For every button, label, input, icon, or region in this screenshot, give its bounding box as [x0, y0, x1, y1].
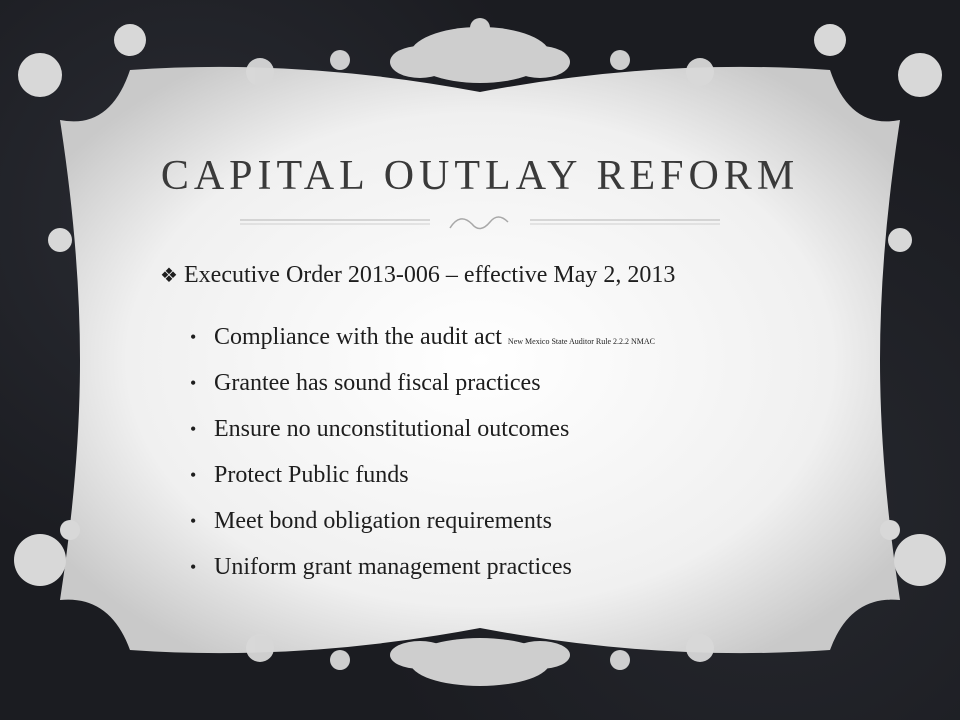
list-item-text: Meet bond obligation requirements: [214, 508, 552, 534]
list-item: [190, 406, 655, 452]
bullet-dot-icon: •: [190, 419, 197, 439]
list-item: [190, 544, 655, 590]
slide-title: CAPITAL OUTLAY REFORM: [160, 153, 800, 199]
title-divider: [240, 208, 720, 238]
list-item: [190, 498, 655, 544]
bullet-dot-icon: •: [190, 327, 197, 347]
bullet-dot-icon: •: [190, 557, 197, 577]
footnote-text: New Mexico State Auditor Rule 2.2.2 NMAC: [507, 337, 656, 346]
bullet-dot-icon: •: [190, 465, 197, 485]
list-item-text: Protect Public funds: [214, 462, 409, 488]
flourish-icon: [450, 217, 508, 229]
main-bullet: [160, 262, 840, 289]
list-item-text: Compliance with the audit act: [214, 324, 502, 350]
bullet-dot-icon: •: [190, 511, 197, 531]
list-item: [190, 452, 655, 498]
list-item-text: Ensure no unconstitutional outcomes: [214, 416, 570, 442]
diamond-cluster-icon: ❖: [160, 265, 178, 287]
main-bullet-text: Executive Order 2013-006 – effective May 2, 2013: [184, 262, 676, 288]
bullet-dot-icon: •: [190, 373, 197, 393]
list-item: [190, 360, 655, 406]
list-item-text: Grantee has sound fiscal practices: [214, 370, 541, 396]
list-item: [190, 314, 655, 360]
list-item-text: Uniform grant management practices: [214, 554, 572, 580]
sub-bullet-list: [190, 314, 655, 590]
